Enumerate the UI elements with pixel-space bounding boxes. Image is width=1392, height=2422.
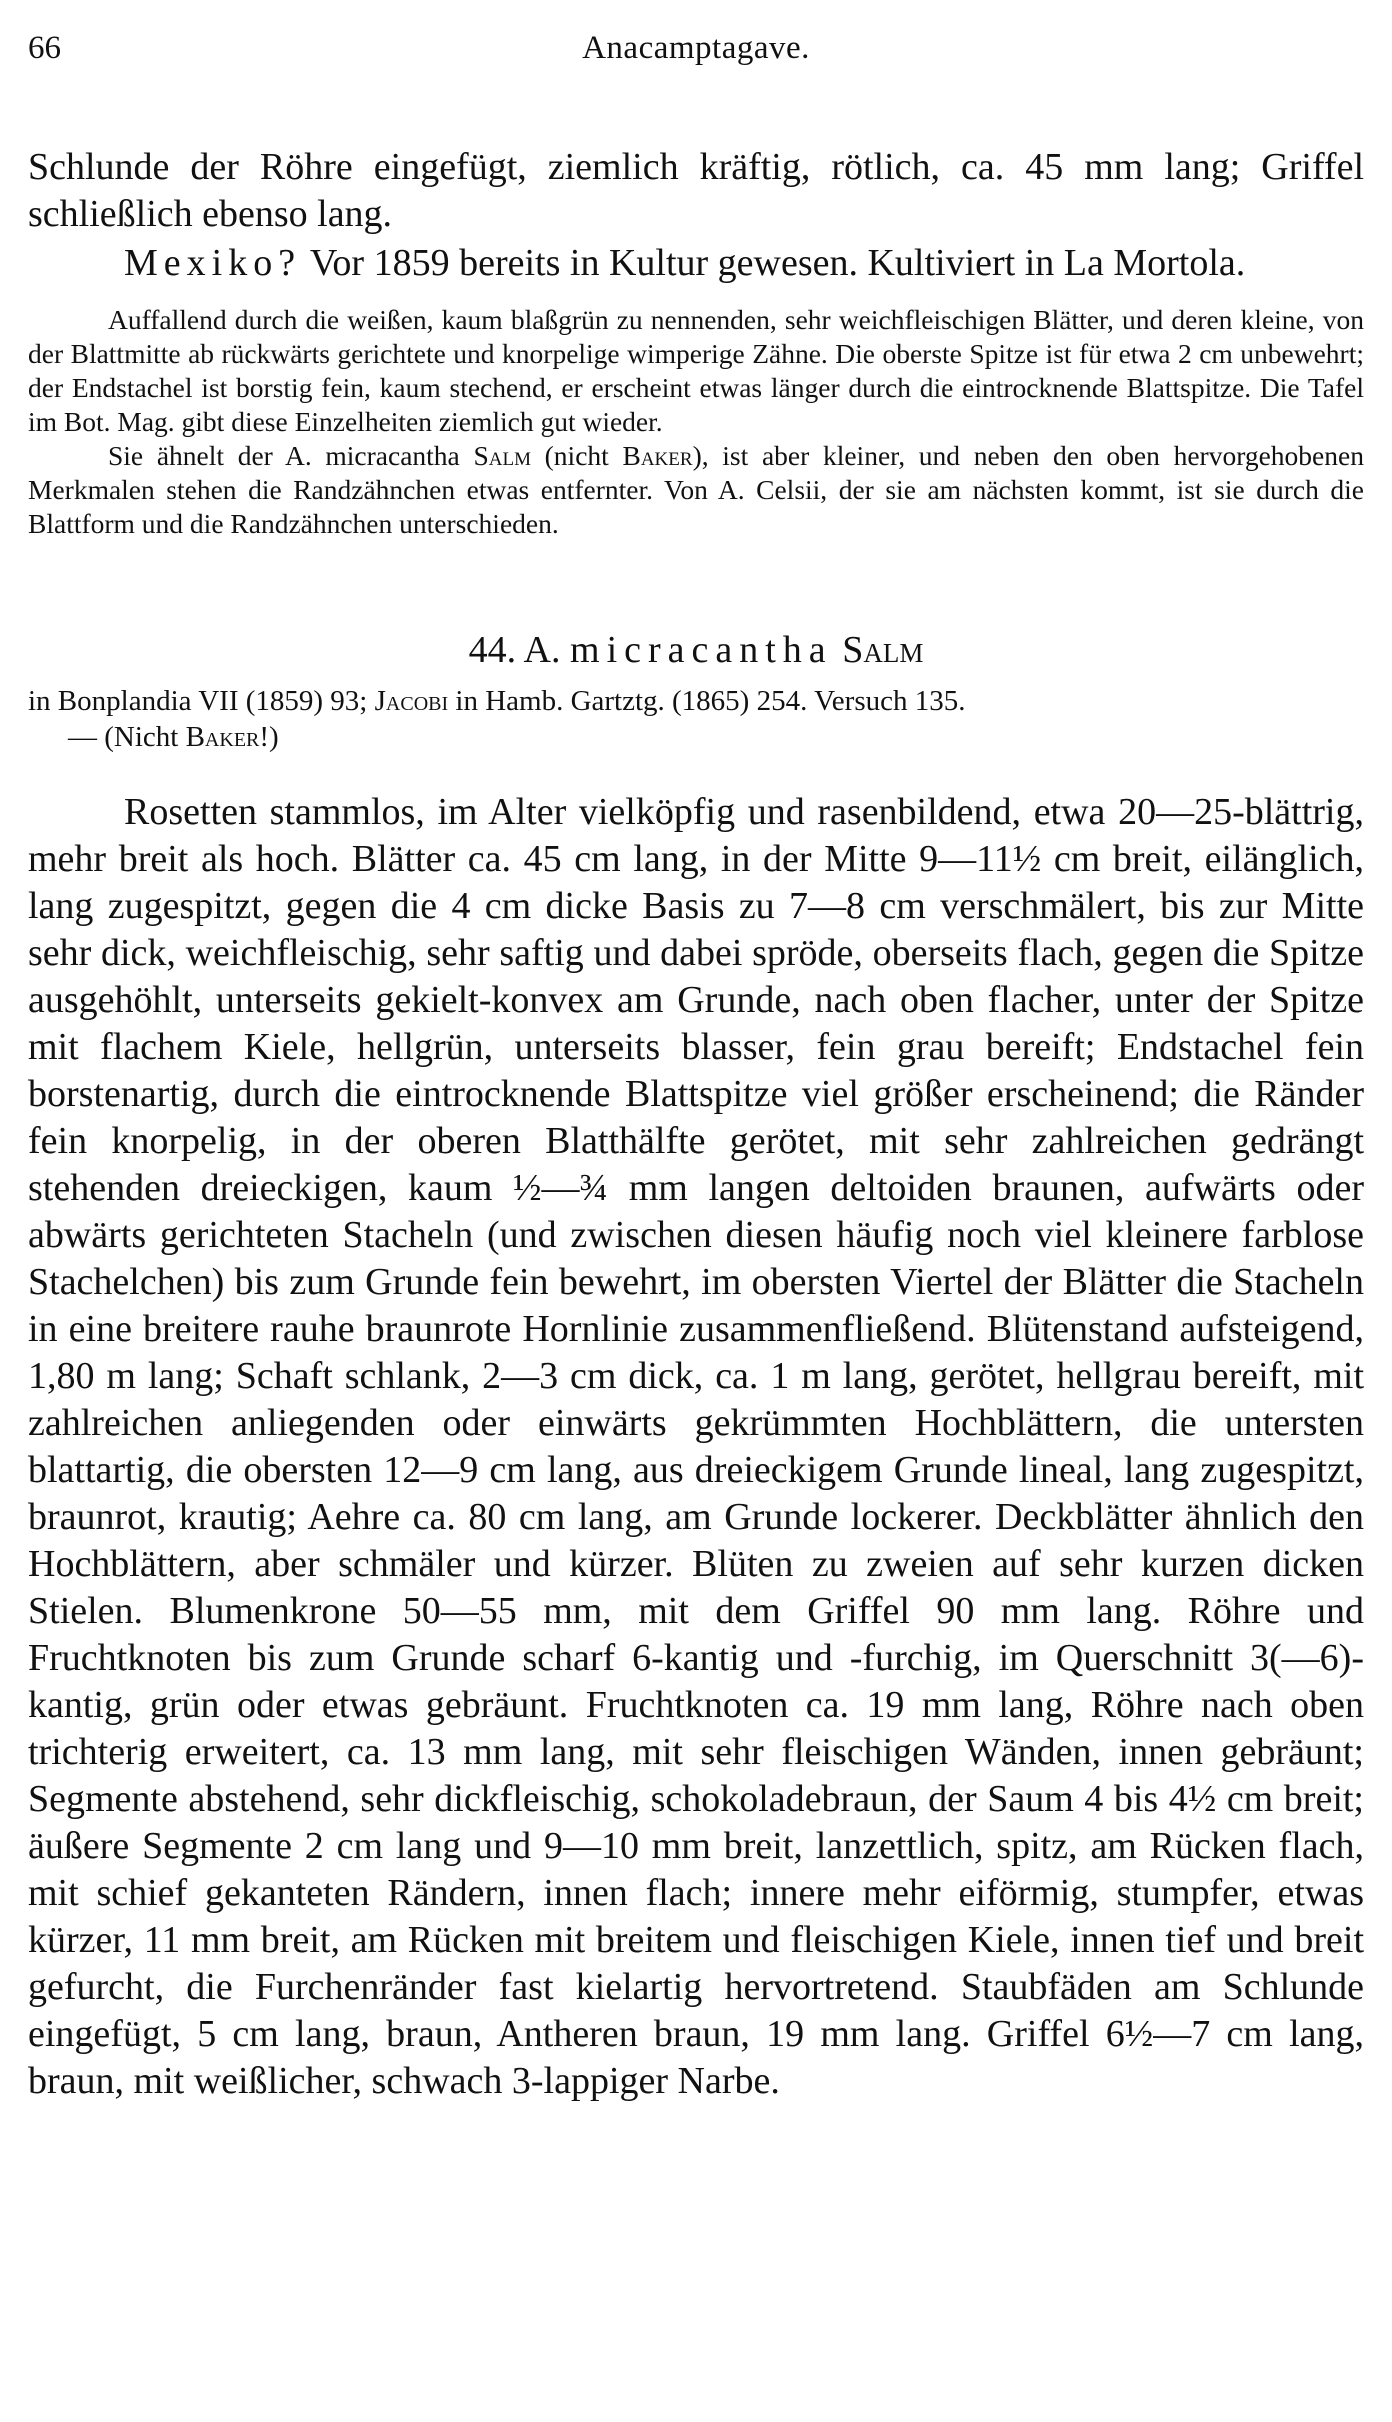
citation	[28, 683, 1364, 755]
citation-line2	[28, 719, 1364, 755]
species-heading	[28, 625, 1364, 675]
document-page	[28, 30, 1364, 2400]
note-paragraph-2	[28, 439, 1364, 541]
description-paragraph: Rosetten stammlos, im Alter vielköpfig und rasenbildend, etwa 20—25-blättrig, mehr breit als hoch. Blätter ca. 45 cm lang, in der Mitte 9—11½ cm breit, eilänglich, lang zugespitzt, gegen die 4 cm dicke Basis zu 7—8 cm verschmälert, bis zur Mitte sehr dick, weichfleischig, sehr saftig und dabei spröde, oberseits flach, gegen die Spitze ausgehöhlt, unterseits gekielt-konvex am Grunde, nach oben flacher, unter der Spitze mit flachem Kiele, hellgrün, unterseits blasser, fein grau bereift; Endstachel fein borstenartig, durch die eintrocknende Blattspitze viel größer erscheinend; die Ränder fein knorpelig, in der oberen Blatthälfte gerötet, mit sehr zahlreichen gedrängt stehenden dreieckigen, kaum ½—¾ mm langen deltoiden braunen, aufwärts oder abwärts gerichteten Stacheln (und zwischen diesen häufig noch viel kleinere farblose Stachelchen) bis zum Grunde fein bewehrt, im obersten Viertel der Blätter die Stacheln in eine breitere rauhe braunrote Hornlinie zusammenfließend. Blütenstand aufsteigend, 1,80 m lang; Schaft schlank, 2—3 cm dick, ca. 1 m lang, gerötet, hellgrau bereift, mit zahlreichen anliegenden oder einwärts gekrümmten Hochblättern, die untersten blattartig, die obersten 12—9 cm lang, aus dreieckigem Grunde lineal, lang zugespitzt, braunrot, krautig; Aehre ca. 80 cm lang, am Grunde lockerer. Deckblätter ähnlich den Hochblättern, aber schmäler und kürzer. Blüten zu zweien auf sehr kurzen dicken Stielen. Blumenkrone 50—55 mm, mit dem Griffel 90 mm lang. Röhre und Fruchtknoten bis zum Grunde scharf 6-kantig und -furchig, im Querschnitt 3(—6)-kantig, grün oder etwas gebräunt. Fruchtknoten ca. 19 mm lang, Röhre nach oben trichterig erweitert, ca. 13 mm lang, mit sehr fleischigen Wänden, innen gebräunt; Segmente abstehend, sehr dickfleischig, schokoladebraun, der Saum 4 bis 4½ cm breit; äußere Segmente 2 cm lang und 9—10 mm breit, lanzettlich, spitz, am Rücken flach, mit schief gekanteten Rändern, innen flach; innere mehr eiförmig, stumpfer, etwas kürzer, 11 mm breit, am Rücken mit breitem und fleischigen Kiele, innen tief und breit gefurcht, die Furchenränder fast kielartig hervortretend. Staubfäden am Schlunde eingefügt, 5 cm lang, braun, Antheren braun, 19 mm lang. Griffel 6½—7 cm lang, braun, mit weißlicher, schwach 3-lappiger Narbe.	[28, 791, 1364, 2102]
citation-part1: in Bonplandia VII (1859) 93;	[28, 685, 375, 717]
note2-text-a: Sie ähnelt der A. micracantha	[108, 440, 474, 471]
running-title: Anacamptagave.	[582, 30, 810, 66]
citation-jacobi: Jacobi	[374, 685, 449, 717]
author-salm: Salm	[473, 440, 531, 471]
page-header	[28, 30, 1364, 76]
species-number: 44. A.	[468, 629, 561, 671]
continuation-paragraph: Schlunde der Röhre eingefügt, ziemlich kräftig, rötlich, ca. 45 mm lang; Griffel schließlich ebenso lang.	[28, 146, 1364, 235]
origin-paragraph	[28, 240, 1364, 287]
citation-line2-a: — (Nicht	[68, 721, 186, 753]
citation-line2-b: !)	[259, 721, 279, 753]
species-author: Salm	[842, 629, 924, 671]
citation-baker: Baker	[185, 721, 260, 753]
page-number: 66	[28, 30, 61, 66]
note2-text-b: (nicht	[530, 440, 623, 471]
notes-block	[28, 303, 1364, 541]
origin-spaced-text: Mexiko?	[124, 242, 302, 284]
note2-text-c: ), ist aber kleiner, und neben den oben hervorgehobenen Merkmalen stehen die Randzähnchen etwas entfernter. Von A. Celsii, der sie am nächsten kommt, ist sie durch die Blattform und die Randzähnchen unterschieden.	[28, 440, 1364, 539]
origin-text: Vor 1859 bereits in Kultur gewesen. Kultiviert in La Mortola.	[301, 242, 1246, 284]
citation-part2: in Hamb. Gartztg. (1865) 254. Versuch 135.	[448, 685, 966, 717]
note-paragraph-1: Auffallend durch die weißen, kaum blaßgrün zu nennenden, sehr weichfleischigen Blätter, und deren kleine, von der Blattmitte ab rückwärts gerichtete und knorpelige wimperige Zähne. Die oberste Spitze ist für etwa 2 cm unbewehrt; der Endstachel ist borstig fein, kaum stechend, er erscheint etwas länger durch die eintrocknende Blattspitze. Die Tafel im Bot. Mag. gibt diese Einzelheiten ziemlich gut wieder.	[28, 304, 1364, 437]
author-baker: Baker	[622, 440, 693, 471]
species-epithet: micracantha	[570, 629, 833, 671]
